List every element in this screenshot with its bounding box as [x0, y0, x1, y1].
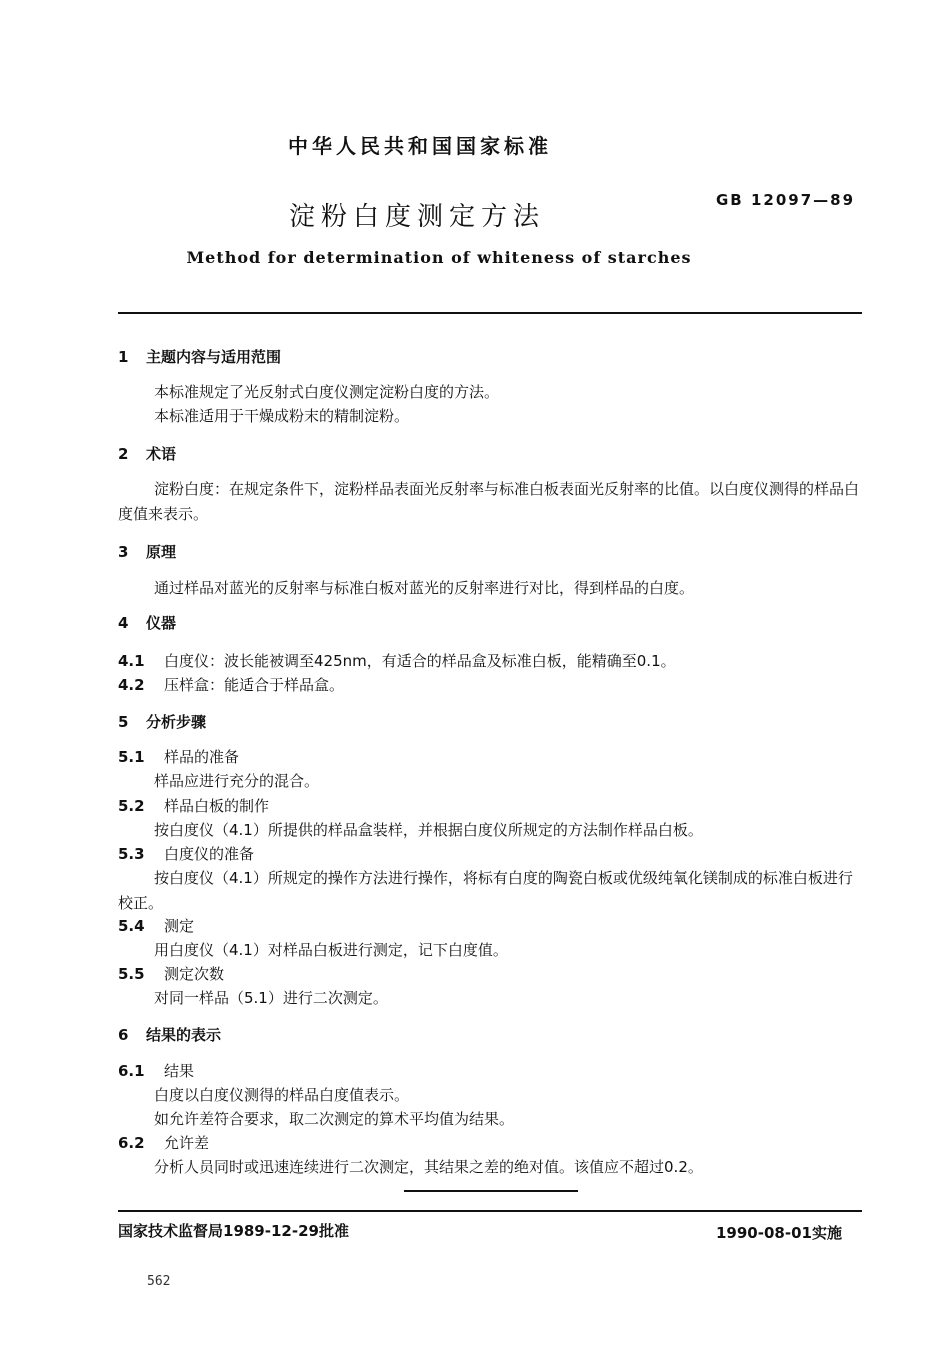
item-number: 5.3	[118, 845, 145, 863]
item-4-1	[118, 650, 676, 671]
item-5-2	[118, 795, 269, 816]
section-1-paragraph-1: 本标准规定了光反射式白度仪测定淀粉白度的方法。	[154, 383, 500, 401]
item-6-2-text: 分析人员同时或迅速连续进行二次测定，其结果之差的绝对值。该值应不超过0.2。	[154, 1158, 703, 1176]
item-5-1	[118, 746, 239, 767]
section-3-paragraph: 通过样品对蓝光的反射率与标准白板对蓝光的反射率进行对比，得到样品的白度。	[154, 579, 695, 597]
document-title: 淀粉白度测定方法	[288, 202, 545, 232]
section-title: 术语	[146, 445, 177, 463]
item-number: 6.2	[118, 1134, 145, 1152]
item-title: 允许差	[164, 1134, 210, 1152]
item-6-2	[118, 1132, 209, 1153]
item-number: 5.5	[118, 965, 145, 983]
item-5-4	[118, 915, 194, 936]
item-number: 5.2	[118, 797, 145, 815]
standard-code: GB 12097—89	[716, 191, 856, 209]
item-5-1-text: 样品应进行充分的混合。	[154, 772, 320, 790]
section-2-paragraph: 淀粉白度：在规定条件下，淀粉样品表面光反射率与标准白板表面光反射率的比值。以白度仪测得的样品白度值来表示。	[118, 480, 860, 523]
item-5-5	[118, 963, 224, 984]
section-title: 原理	[146, 543, 177, 561]
approval-date: 国家技术监督局1989-12-29批准	[118, 1222, 349, 1240]
item-text: 压样盒：能适合于样品盒。	[164, 676, 345, 694]
item-number: 4.2	[118, 676, 145, 694]
item-number: 4.1	[118, 652, 145, 670]
item-title: 白度仪的准备	[164, 845, 255, 863]
item-5-4-text: 用白度仪（4.1）对样品白板进行测定，记下白度值。	[154, 941, 508, 959]
item-number: 6.1	[118, 1062, 145, 1080]
section-2-heading	[118, 443, 176, 464]
item-5-3-text: 按白度仪（4.1）所规定的操作方法进行操作，将标有白度的陶瓷白板或优级纯氧化镁制成的标准白板进行校正。	[118, 869, 853, 912]
section-number: 6	[118, 1026, 129, 1044]
section-1-heading	[118, 346, 281, 367]
item-title: 测定	[164, 917, 195, 935]
item-text: 白度仪：波长能被调至425nm，有适合的样品盒及标准白板，能精确至0.1。	[164, 652, 676, 670]
section-number: 1	[118, 348, 129, 366]
english-title: Method for determination of whiteness of starches	[186, 248, 692, 267]
section-title: 结果的表示	[146, 1026, 222, 1044]
section-5-heading	[118, 711, 206, 732]
section-4-heading	[118, 612, 176, 633]
section-number: 4	[118, 614, 129, 632]
section-title: 仪器	[146, 614, 177, 632]
item-title: 测定次数	[164, 965, 225, 983]
item-title: 样品的准备	[164, 748, 240, 766]
item-4-2	[118, 674, 344, 695]
section-6-heading	[118, 1024, 221, 1045]
item-6-1	[118, 1060, 194, 1081]
item-title: 样品白板的制作	[164, 797, 270, 815]
section-1-paragraph-2: 本标准适用于干燥成粉末的精制淀粉。	[154, 407, 410, 425]
item-number: 5.1	[118, 748, 145, 766]
item-5-5-text: 对同一样品（5.1）进行二次测定。	[154, 989, 388, 1007]
item-5-3	[118, 843, 254, 864]
section-3-heading	[118, 541, 176, 562]
national-standard-heading: 中华人民共和国国家标准	[288, 134, 552, 158]
section-title: 主题内容与适用范围	[146, 348, 282, 366]
item-6-1-text-1: 白度以白度仪测得的样品白度值表示。	[154, 1086, 410, 1104]
top-rule	[118, 312, 862, 314]
item-number: 5.4	[118, 917, 145, 935]
page-number: 562	[147, 1274, 171, 1289]
item-5-2-text: 按白度仪（4.1）所提供的样品盒装样，并根据白度仪所规定的方法制作样品白板。	[154, 821, 703, 839]
end-rule	[404, 1190, 578, 1192]
section-title: 分析步骤	[146, 713, 207, 731]
section-number: 5	[118, 713, 129, 731]
effective-date: 1990-08-01实施	[716, 1224, 842, 1242]
item-6-1-text-2: 如允许差符合要求，取二次测定的算术平均值为结果。	[154, 1110, 515, 1128]
item-title: 结果	[164, 1062, 195, 1080]
section-number: 2	[118, 445, 129, 463]
section-number: 3	[118, 543, 129, 561]
bottom-rule	[118, 1210, 862, 1212]
